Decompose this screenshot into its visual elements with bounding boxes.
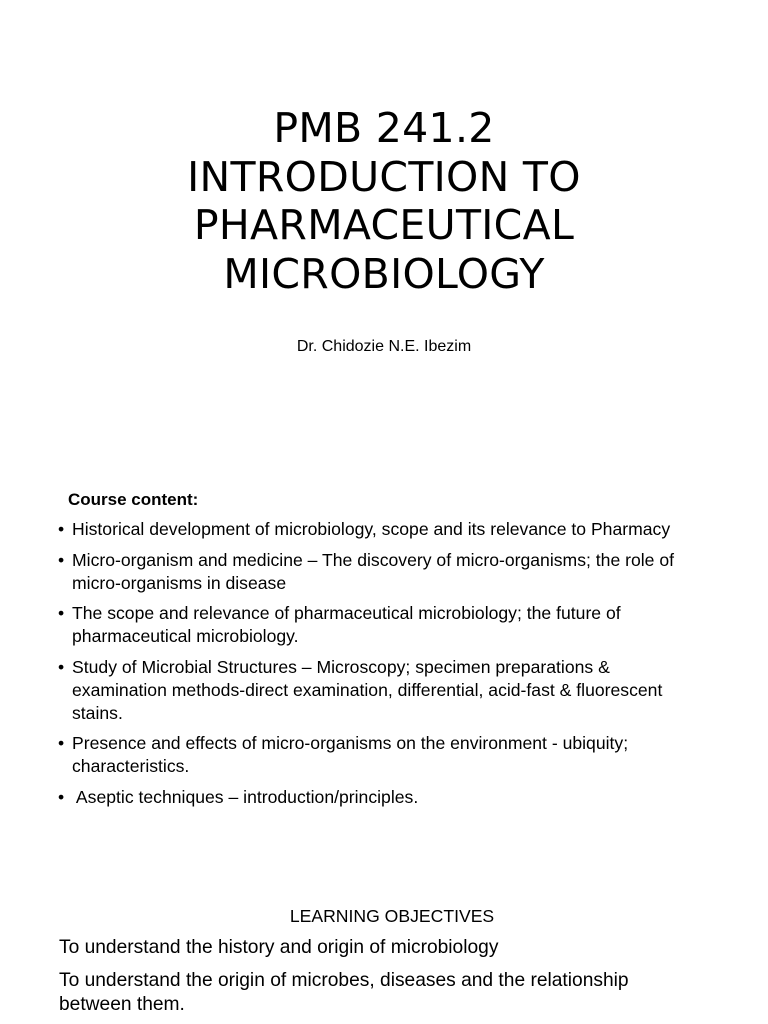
bullet-icon: •	[58, 733, 65, 753]
course-title-line: PMB 241.2	[273, 104, 495, 152]
bullet-icon: •	[58, 549, 65, 570]
course-content-item	[58, 602, 708, 648]
course-content-item-text: Aseptic techniques – introduction/principles.	[72, 786, 419, 807]
course-content-item	[58, 656, 708, 725]
bullet-icon: •	[58, 603, 65, 623]
course-title	[0, 104, 768, 298]
course-content-list	[58, 518, 708, 816]
course-content-item	[58, 518, 708, 541]
learning-objective-item: To understand the history and origin of microbiology	[59, 937, 499, 958]
course-content-item-text: Presence and effects of micro-organisms on the environment - ubiquity; characteristics.	[72, 733, 629, 776]
course-title-line: PHARMACEUTICAL	[193, 201, 575, 249]
course-content-item-text: Micro-organism and medicine – The discovery of micro-organisms; the role of micro-organisms in disease	[72, 549, 675, 593]
course-content-item-text: The scope and relevance of pharmaceutical microbiology; the future of pharmaceutical microbiology.	[72, 603, 621, 646]
course-content-item	[58, 732, 708, 778]
learning-objectives-heading: LEARNING OBJECTIVES	[289, 906, 495, 926]
course-content-item	[58, 786, 708, 809]
bullet-icon: •	[58, 786, 65, 807]
course-content-item	[58, 549, 708, 595]
author-name: Dr. Chidozie N.E. Ibezim	[296, 338, 472, 355]
course-content-slide	[0, 480, 768, 860]
bullet-icon: •	[58, 656, 65, 677]
course-title-line: MICROBIOLOGY	[223, 249, 545, 298]
learning-objective-item: To understand the origin of microbes, diseases and the relationship between them.	[59, 970, 629, 1015]
course-content-item-text: Historical development of microbiology, scope and its relevance to Pharmacy	[72, 519, 671, 539]
course-content-item-text: Study of Microbial Structures – Microscopy; specimen preparations & examination methods-direct examination, differential, acid-fast & fluorescent stains.	[72, 656, 663, 723]
bullet-icon: •	[58, 519, 65, 539]
course-content-heading: Course content:	[68, 490, 199, 509]
course-title-line: INTRODUCTION TO	[187, 152, 581, 201]
title-slide	[0, 0, 768, 400]
learning-objectives-slide	[0, 896, 768, 1024]
